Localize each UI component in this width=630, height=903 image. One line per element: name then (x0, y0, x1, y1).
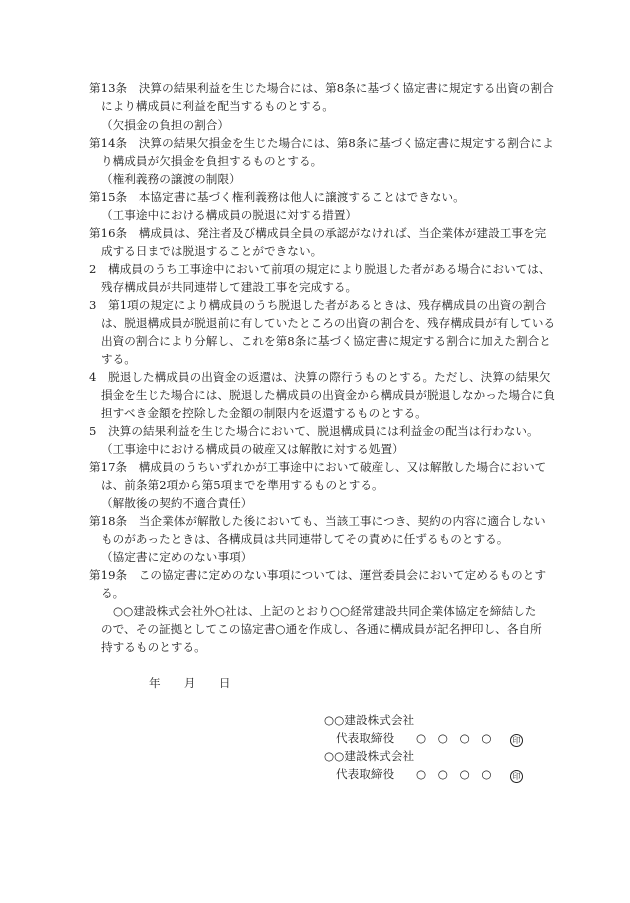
signatory-2-seal (510, 767, 523, 783)
article-18-line-2: ものがあったときは、各構成員は共同連帯してその責めに任ずるものとする。 (101, 532, 509, 546)
signatory-1-title: 代表取締役 (336, 731, 395, 745)
article-16-para-3-line-3: 出資の割合により分解し、これを第8条に基づく協定書に規定する割合に加えた割合と (101, 334, 551, 348)
signatory-1-name: ○ ○ ○ ○ (416, 731, 492, 745)
article-15-line-1: 第15条 本協定書に基づく権利義務は他人に譲渡することはできない。 (89, 190, 465, 204)
article-18-line-1: 第18条 当企業体が解散した後においても、当該工事につき、契約の内容に適合しない (89, 514, 546, 528)
article-17-line-1: 第17条 構成員のうちいずれかが工事途中において破産し、又は解散した場合において (89, 460, 547, 474)
signatory-2-name: ○ ○ ○ ○ (416, 767, 492, 781)
article-16-para-3-line-1: 3 第1項の規定により構成員のうち脱退した者があるときは、残存構成員の出資の割合 (89, 298, 547, 312)
article-16-line-1: 第16条 構成員は、発注者及び構成員全員の承認がなければ、当企業体が建設工事を完 (89, 226, 547, 240)
article-16-para-3-line-4: する。 (101, 352, 136, 366)
article-18-heading: （解散後の契約不適合責任） (101, 496, 253, 510)
signatory-2-title: 代表取締役 (336, 767, 395, 781)
article-14-line-1: 第14条 決算の結果欠損金を生じた場合には、第8条に基づく協定書に規定する割合によ (89, 136, 554, 150)
article-16-para-4-line-1: 4 脱退した構成員の出資金の返還は、決算の際行うものとする。ただし、決算の結果欠 (89, 370, 551, 384)
article-19-heading: （協定書に定めのない事項） (101, 550, 253, 564)
date-line: 年 月 日 (149, 676, 231, 690)
article-14-heading: （欠損金の負担の割合） (101, 118, 230, 132)
article-19-line-1: 第19条 この協定書に定めのない事項については、運営委員会において定めるものとす (89, 568, 547, 582)
signatory-2-company: ○○建設株式会社 (324, 749, 415, 763)
article-16-para-4-line-3: 担すべき金額を控除した金額の制限内を返還するものとする。 (101, 406, 427, 420)
seal-icon: 印 (510, 770, 523, 783)
article-16-para-4-line-2: 損金を生じた場合には、脱退した構成員の出資金から構成員が脱退しなかった場合に負 (101, 388, 556, 402)
signatory-1-seal (510, 731, 523, 747)
article-16-para-5-line-1: 5 決算の結果利益を生じた場合において、脱退構成員には利益金の配当は行わない。 (89, 424, 539, 438)
article-16-line-2: 成する日までは脱退することができない。 (101, 244, 323, 258)
article-17-heading: （工事途中における構成員の破産又は解散に対する処置） (101, 442, 404, 456)
article-13-line-2: により構成員に利益を配当するものとする。 (101, 99, 334, 113)
article-16-para-2-line-1: 2 構成員のうち工事途中において前項の規定により脱退した者がある場合においては、 (89, 262, 551, 276)
closing-line-1: ○○建設株式会社外○社は、上記のとおり○○経常建設共同企業体協定を締結した (113, 604, 537, 618)
article-19-line-2: る。 (101, 586, 125, 600)
signatory-1-company: ○○建設株式会社 (324, 713, 415, 727)
article-16-para-2-line-2: 残存構成員が共同連帯して建設工事を完成する。 (101, 280, 358, 294)
article-14-line-2: り構成員が欠損金を負担するものとする。 (101, 154, 323, 168)
article-15-heading: （権利義務の譲渡の制限） (101, 172, 241, 186)
article-13-line-1: 第13条 決算の結果利益を生じた場合には、第8条に基づく協定書に規定する出資の割合 (89, 81, 554, 95)
article-16-heading: （工事途中における構成員の脱退に対する措置） (101, 208, 358, 222)
seal-icon: 印 (510, 734, 523, 747)
article-17-line-2: は、前条第2項から第5項までを準用するものとする。 (101, 478, 384, 492)
closing-line-2: ので、その証拠としてこの協定書○通を作成し、各通に構成員が記名押印し、各自所 (101, 622, 542, 636)
article-16-para-3-line-2: は、脱退構成員が脱退前に有していたところの出資の割合を、残存構成員が有している (101, 316, 556, 330)
closing-line-3: 持するものとする。 (101, 640, 206, 654)
